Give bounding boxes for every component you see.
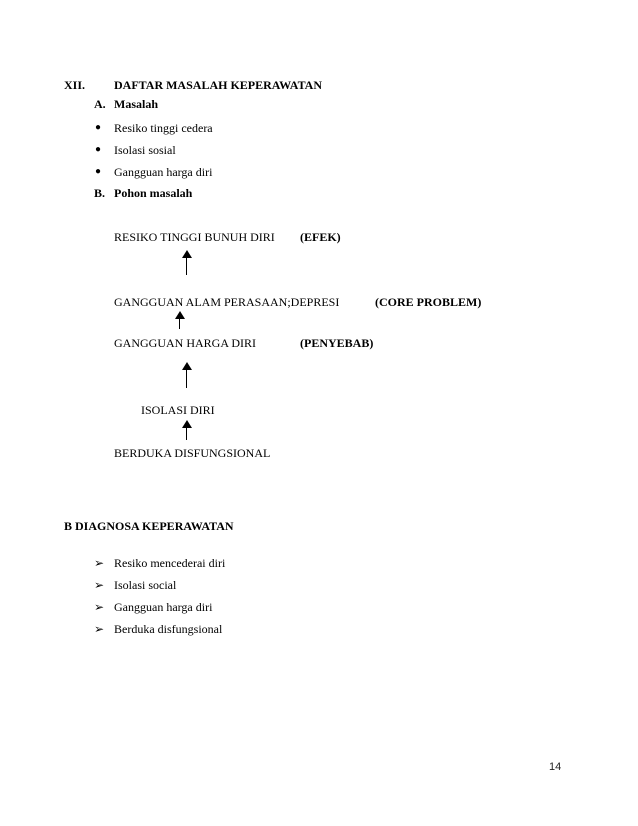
diagnosa-item: Isolasi social [114, 578, 177, 592]
subsection-a-title: Masalah [114, 97, 159, 111]
tree-tag-efek: (EFEK) [300, 230, 341, 244]
subsection-b-label: B. [94, 186, 106, 200]
masalah-item: Isolasi sosial [114, 143, 176, 157]
section-number: XII. [64, 78, 86, 92]
bullet-icon: ● [95, 122, 102, 133]
arrowhead-bullet-icon: ➢ [94, 556, 105, 570]
diagnosa-item: Gangguan harga diri [114, 600, 213, 614]
bullet-icon: ● [95, 144, 102, 155]
masalah-item: Gangguan harga diri [114, 165, 213, 179]
arrow-up-icon [182, 362, 192, 388]
arrowhead-bullet-icon: ➢ [94, 578, 105, 592]
tree-node-core: GANGGUAN ALAM PERASAAN;DEPRESI [114, 295, 340, 309]
tree-node-penyebab: GANGGUAN HARGA DIRI [114, 336, 256, 350]
tree-node-efek: RESIKO TINGGI BUNUH DIRI [114, 230, 275, 244]
page-number: 14 [549, 761, 562, 773]
masalah-item: Resiko tinggi cedera [114, 121, 213, 135]
diagnosa-title: B DIAGNOSA KEPERAWATAN [64, 519, 234, 533]
tree-node-berduka: BERDUKA DISFUNGSIONAL [114, 446, 271, 460]
arrow-up-icon [182, 420, 192, 440]
tree-tag-penyebab: (PENYEBAB) [300, 336, 374, 350]
bullet-icon: ● [95, 166, 102, 177]
section-title: DAFTAR MASALAH KEPERAWATAN [114, 78, 323, 92]
tree-node-isolasi: ISOLASI DIRI [141, 403, 215, 417]
diagnosa-item: Resiko mencederai diri [114, 556, 226, 570]
diagnosa-item: Berduka disfungsional [114, 622, 223, 636]
subsection-b-title: Pohon masalah [114, 186, 193, 200]
arrow-up-icon [182, 250, 192, 275]
tree-tag-core: (CORE PROBLEM) [375, 295, 482, 309]
arrowhead-bullet-icon: ➢ [94, 622, 105, 636]
arrowhead-bullet-icon: ➢ [94, 600, 105, 614]
arrow-up-icon [175, 311, 185, 329]
subsection-a-label: A. [94, 97, 106, 111]
